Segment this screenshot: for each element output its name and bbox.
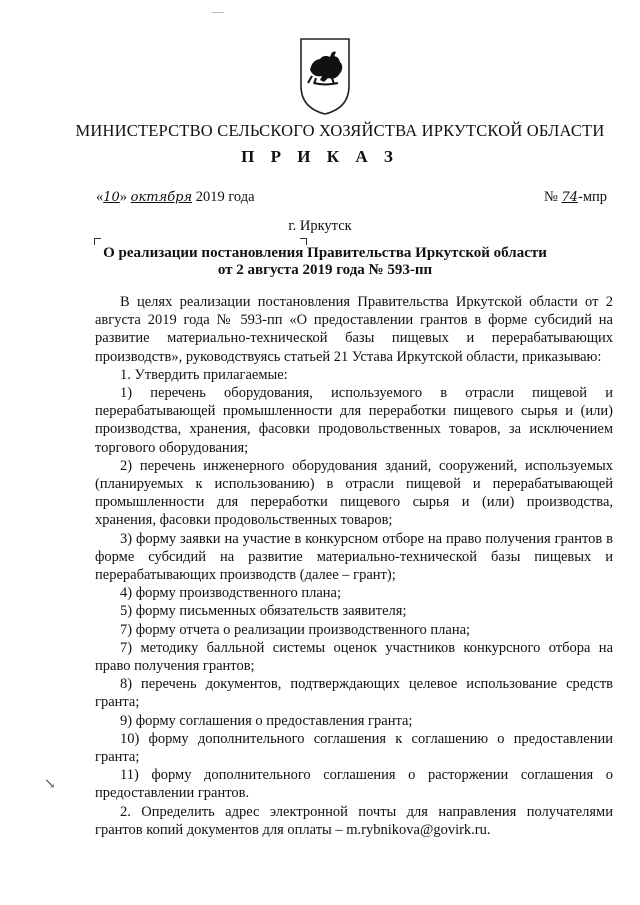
- subject-line-1: О реализации постановления Правительства Иркутской области: [103, 245, 547, 261]
- date-close-quote: »: [119, 189, 128, 205]
- paragraph-subitem-8: 8) перечень документов, подтверждающих целевое использование средств гранта;: [95, 676, 613, 711]
- scan-mark: [212, 12, 224, 13]
- paragraph-subitem-9: 9) форму соглашения о предоставления гранта;: [120, 712, 413, 729]
- paragraph-subitem-7: 7) методику балльной системы оценок участников конкурсного отбора на право получения грантов;: [95, 639, 613, 675]
- paragraph-item-2: 2. Определить адрес электронной почты для направления получателями грантов копий документов для оплаты – m.rybnikova@govirk.ru.: [95, 803, 613, 838]
- paragraph-subitem-11: 11) форму дополнительного соглашения о расторжении соглашения о предоставлении грантов.: [95, 767, 613, 802]
- number-value: 74: [561, 190, 578, 205]
- paragraph-subitem-1: 1) перечень оборудования, используемого в отрасли пищевой и перерабатывающей промышленности для переработки пищевого сырья и (или) производства, хранения, фасовки продовольственных товаров, за исключением торгового оборудования;: [95, 385, 613, 456]
- date-day: 10: [103, 190, 120, 205]
- date-month: октября: [130, 190, 193, 205]
- subject-corner-left: [94, 238, 101, 245]
- document-type: П Р И К А З: [241, 147, 399, 166]
- coat-of-arms-icon: [298, 36, 352, 116]
- ministry-name: МИНИСТЕРСТВО СЕЛЬСКОГО ХОЗЯЙСТВА ИРКУТСКОЙ ОБЛАСТИ: [75, 121, 605, 140]
- date-year: 2019 года: [195, 189, 255, 205]
- subject-corner-right: [300, 238, 307, 245]
- order-number: [544, 189, 607, 206]
- order-date: [96, 189, 255, 206]
- number-suffix: -мпр: [577, 189, 607, 205]
- paragraph-subitem-10: 10) форму дополнительного соглашения к соглашению о предоставлении гранта;: [95, 730, 613, 766]
- paragraph-subitem-2: 2) перечень инженерного оборудования зданий, сооружений, используемых (планируемых к использованию) в отрасли пищевой и перерабатывающей промышленности для переработки пищевого сырья и (или) производства, хранения, фасовки продовольственных товаров;: [95, 457, 613, 529]
- order-body: [95, 293, 613, 839]
- margin-mark-icon: ↘: [44, 777, 56, 792]
- order-subject: [100, 245, 550, 279]
- paragraph-subitem-6: 7) форму отчета о реализации производственного плана;: [120, 621, 471, 638]
- subject-line-2: от 2 августа 2019 года № 593-пп: [217, 262, 433, 278]
- number-prefix: №: [543, 189, 558, 205]
- paragraph-subitem-3: 3) форму заявки на участие в конкурсном отборе на право получения грантов в форме субсидий на развитие материально-технической базы пищевых и перерабатывающих производств (далее – грант);: [95, 530, 613, 584]
- city: г. Иркутск: [288, 218, 352, 234]
- paragraph-subitem-4: 4) форму производственного плана;: [120, 585, 341, 602]
- date-open-quote: «: [96, 189, 104, 205]
- paragraph-subitem-5: 5) форму письменных обязательств заявителя;: [120, 603, 407, 620]
- paragraph-preamble: В целях реализации постановления Правительства Иркутской области от 2 августа 2019 года № 593-пп «О предоставлении грантов в форме субсидий на развитие материально-технической базы пищевых и перерабатывающих производств», руководствуясь статьей 21 Устава Иркутской области, приказываю:: [95, 294, 613, 365]
- paragraph-item-1: 1. Утвердить прилагаемые:: [120, 366, 288, 383]
